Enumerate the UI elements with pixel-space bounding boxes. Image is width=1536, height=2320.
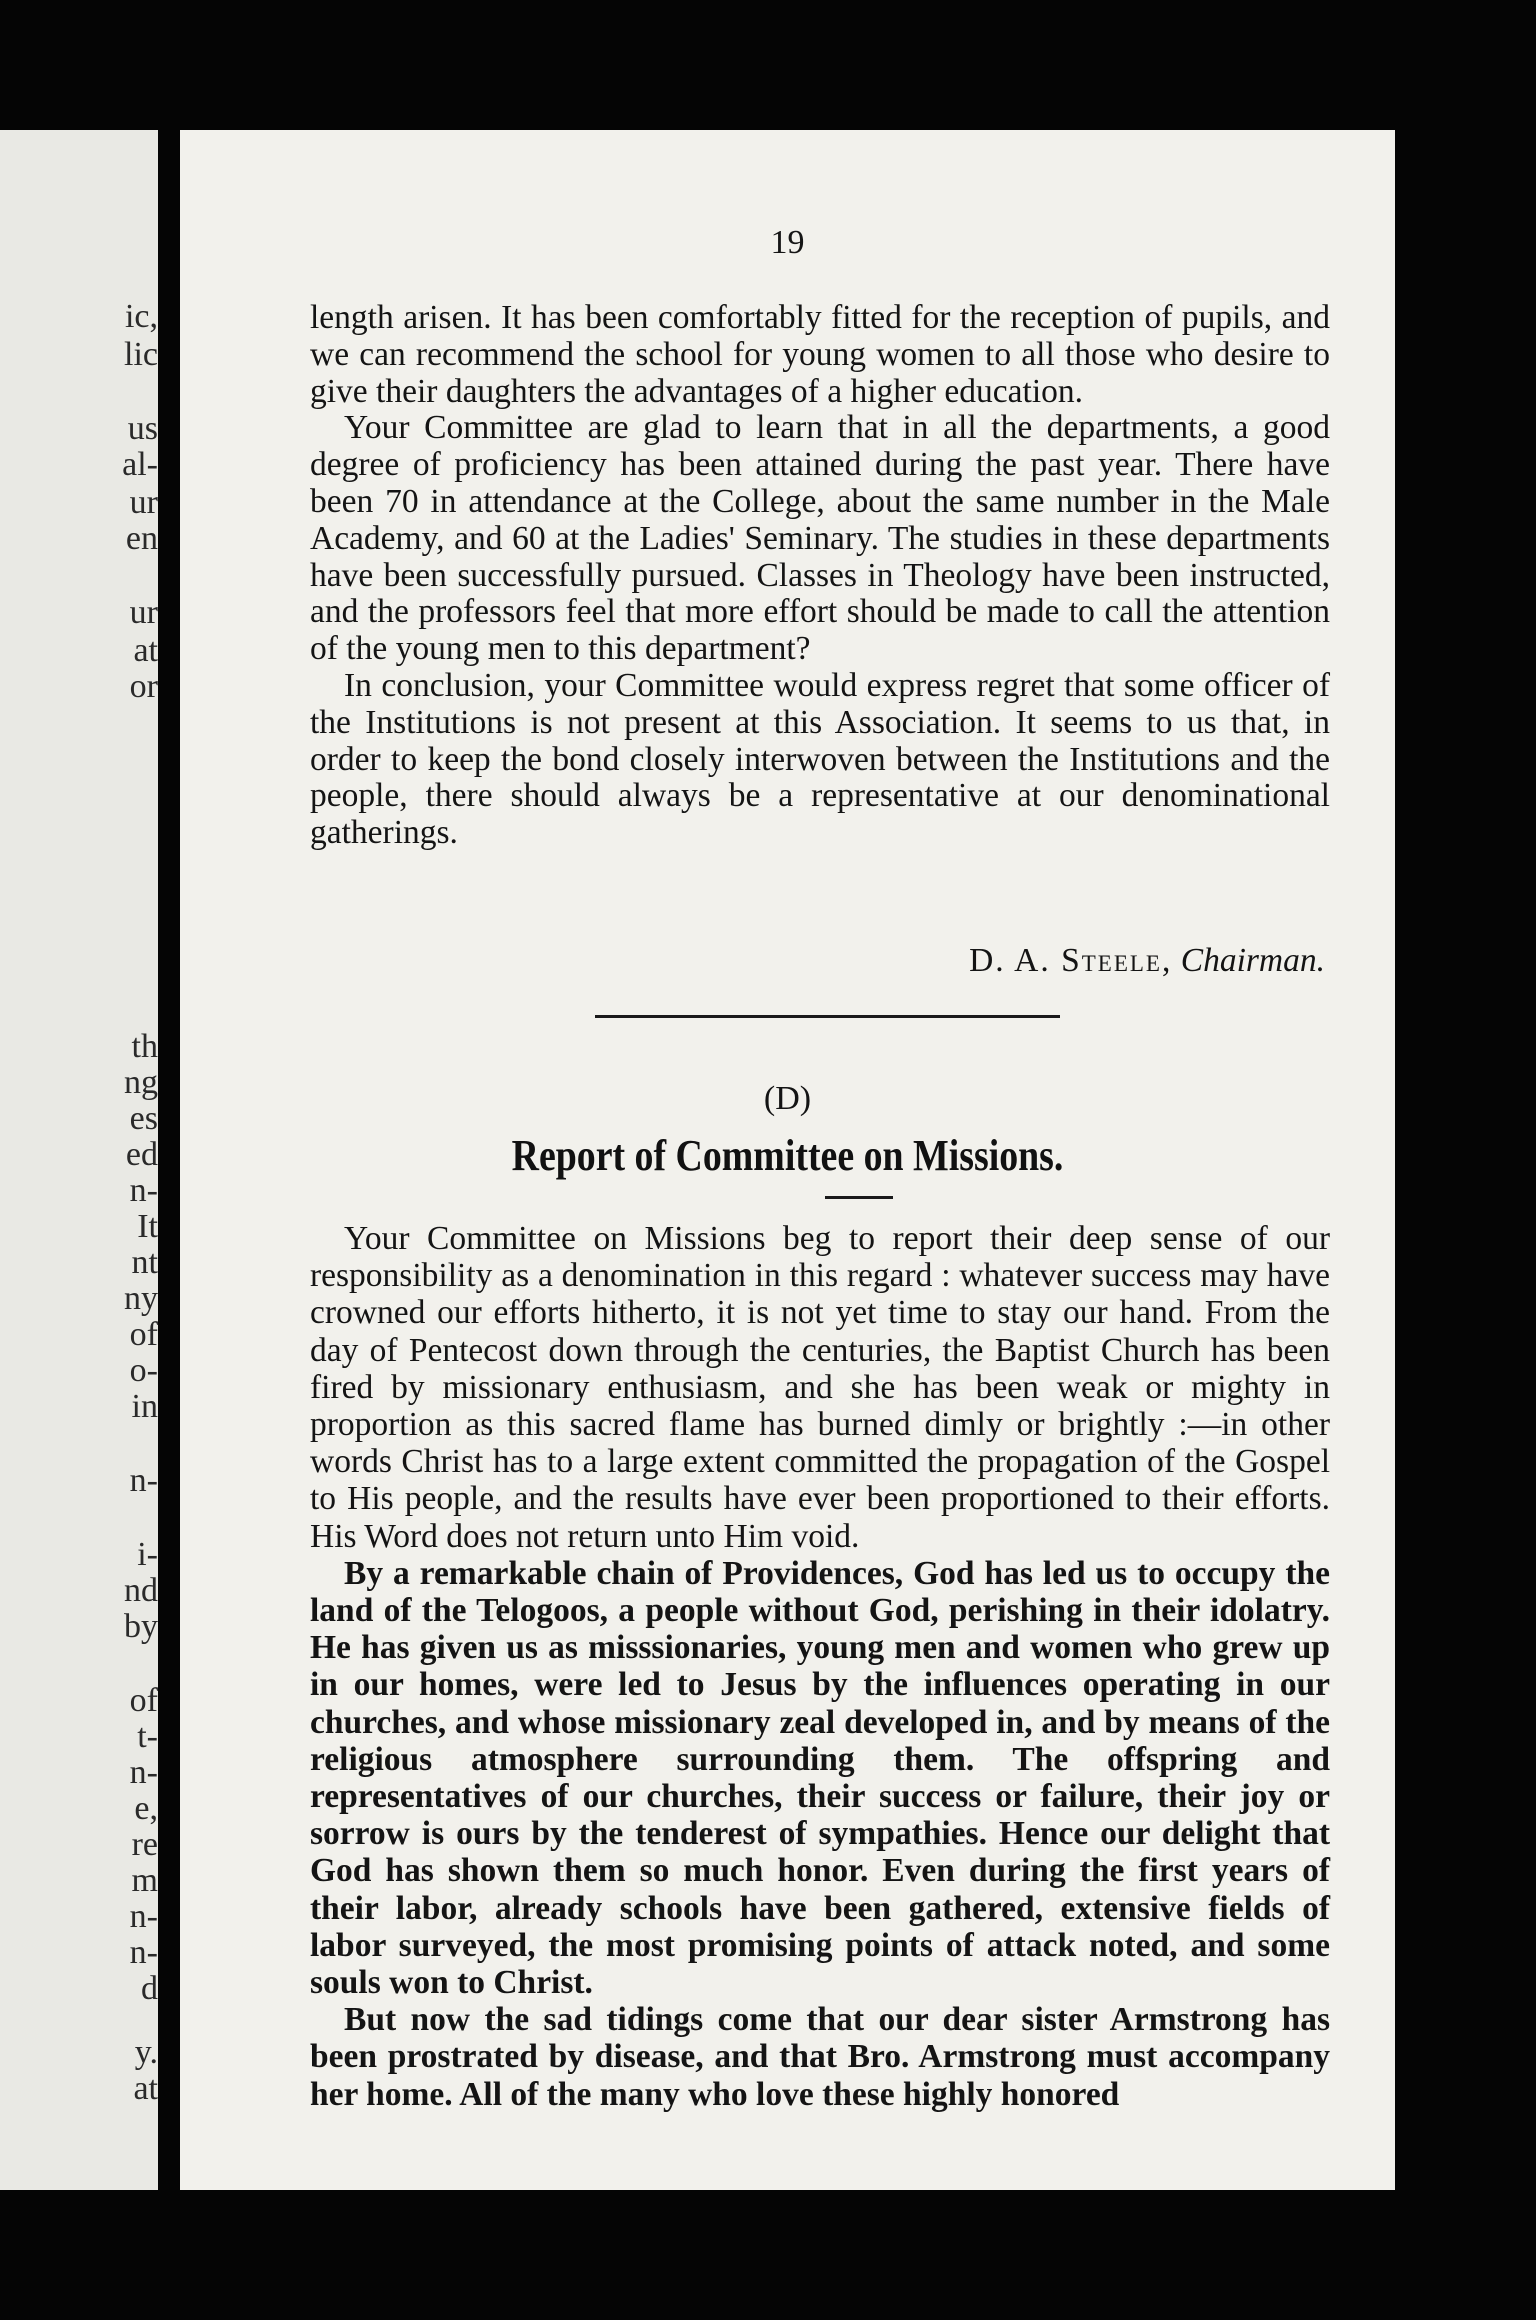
facing-page-fragment: ic, (124, 298, 158, 335)
section-letter: (D) (763, 1080, 812, 1117)
signatory-name: D. A. Steele, (969, 942, 1173, 979)
paragraph: But now the sad tidings come that our dear sister Armstrong has been prostrated by disease, and that Bro. Armstrong must accompany her home. All of the many who love these highly honored (310, 2001, 1330, 2113)
facing-page-fragment: n- (129, 1754, 158, 1791)
facing-page-fragment: t- (137, 1718, 158, 1755)
facing-page-fragment: o- (129, 1352, 158, 1389)
facing-page-fragment: ur (129, 484, 158, 521)
facing-page-fragment: in (131, 1388, 158, 1425)
scanned-page (180, 130, 1395, 2190)
facing-page-fragment: en (125, 520, 158, 557)
facing-page-fragment: re (131, 1826, 158, 1863)
book-gutter (158, 0, 180, 2320)
facing-page-fragment: al- (122, 446, 158, 483)
facing-page-fragment: ur (129, 594, 158, 631)
facing-page-fragment: nd (124, 1572, 158, 1609)
facing-page-fragment: nt (131, 1244, 158, 1281)
paragraph: Your Committee are glad to learn that in all the departments, a good degree of proficiency has been attained during the past year. There have been 70 in attendance at the College, about the same number in the Male Academy, and 60 at the Ladies' Seminary. The studies in these departments have been successfully pursued. Classes in Theology have been instructed, and the professors feel that more effort should be made to call the attention of the young men to this department? (310, 409, 1330, 668)
facing-page-fragment: ny (124, 1280, 158, 1317)
facing-page-fragment: of (129, 1316, 158, 1353)
paragraph: length arisen. It has been comfortably fitted for the reception of pupils, and we can recommend the school for young women to all those who desire to give their daughters the advantages of a higher education. (310, 299, 1330, 410)
page-number: 19 (770, 224, 805, 261)
paragraph: In conclusion, your Committee would express regret that some officer of the Institutions is not present at this Association. It seems to us that, in order to keep the bond closely interwoven between the Institutions and the people, there should always be a representative at our denominational gatherings. (310, 666, 1330, 852)
facing-page-fragment: th (131, 1028, 158, 1065)
paragraph: Your Committee on Missions beg to report their deep sense of our responsibility as a denomination in this regard : whatever success may have crowned our efforts hitherto, it is not yet time to stay our hand. From the day of Pentecost down through the centuries, the Baptist Church has been fired by missionary enthusiasm, and she has been weak or mighty in proportion as this sacred flame has burned dimly or brightly :—in other words Christ has to a large extent committed the propagation of the Gospel to His people, and the results have ever been proportioned to their efforts. His Word does not return unto Him void. (310, 1220, 1330, 1555)
facing-page-fragment: of (129, 1682, 158, 1719)
facing-page-fragment: d (141, 1970, 158, 2007)
facing-page-fragment: e, (134, 1790, 158, 1827)
facing-page-fragment: lic (124, 336, 158, 373)
report-conclusion-text (310, 300, 1330, 852)
paragraph: By a remarkable chain of Providences, God has led us to occupy the land of the Telogoos, a people without God, perishing in their idolatry. He has given us as misssionaries, young men and women who grew up in our homes, were led to Jesus by the influences operating in our churches, and whose missionary zeal developed in, and by means of the religious atmosphere surrounding them. The offspring and representatives of our churches, their success or failure, their joy or sorrow is ours by the tenderest of sympathies. Hence our delight that God has shown them so much honor. Even during the first years of their labor, already schools have been gathered, extensive fields of labor surveyed, the most promising points of attack noted, and some souls won to Christ. (310, 1554, 1330, 2002)
signatory-role: Chairman. (1180, 942, 1325, 979)
facing-page-fragment: by (124, 1608, 158, 1645)
facing-page-fragment: at (133, 2070, 158, 2107)
title-underline (825, 1196, 893, 1199)
facing-page-fragment: m (131, 1862, 158, 1899)
facing-page-fragment: ed (125, 1136, 158, 1173)
missions-report-text (310, 1220, 1330, 2113)
section-title: Report of Committee on Missions. (511, 1131, 1064, 1180)
section-divider (595, 1015, 1060, 1018)
facing-page-fragment: n- (129, 1934, 158, 1971)
facing-page-fragment: or (129, 668, 158, 705)
facing-page-fragment: es (129, 1100, 158, 1137)
facing-page-fragment: ng (124, 1064, 158, 1101)
facing-page-edge (0, 130, 158, 2190)
facing-page-fragment: It (137, 1208, 158, 1245)
facing-page-fragment: n- (129, 1172, 158, 1209)
facing-page-fragment: i- (137, 1536, 158, 1573)
facing-page-fragment: us (127, 410, 158, 447)
facing-page-fragment: at (133, 632, 158, 669)
facing-page-fragment: n- (129, 1462, 158, 1499)
signature (969, 942, 1325, 980)
facing-page-fragment: n- (129, 1898, 158, 1935)
facing-page-fragment: y. (134, 2034, 158, 2071)
